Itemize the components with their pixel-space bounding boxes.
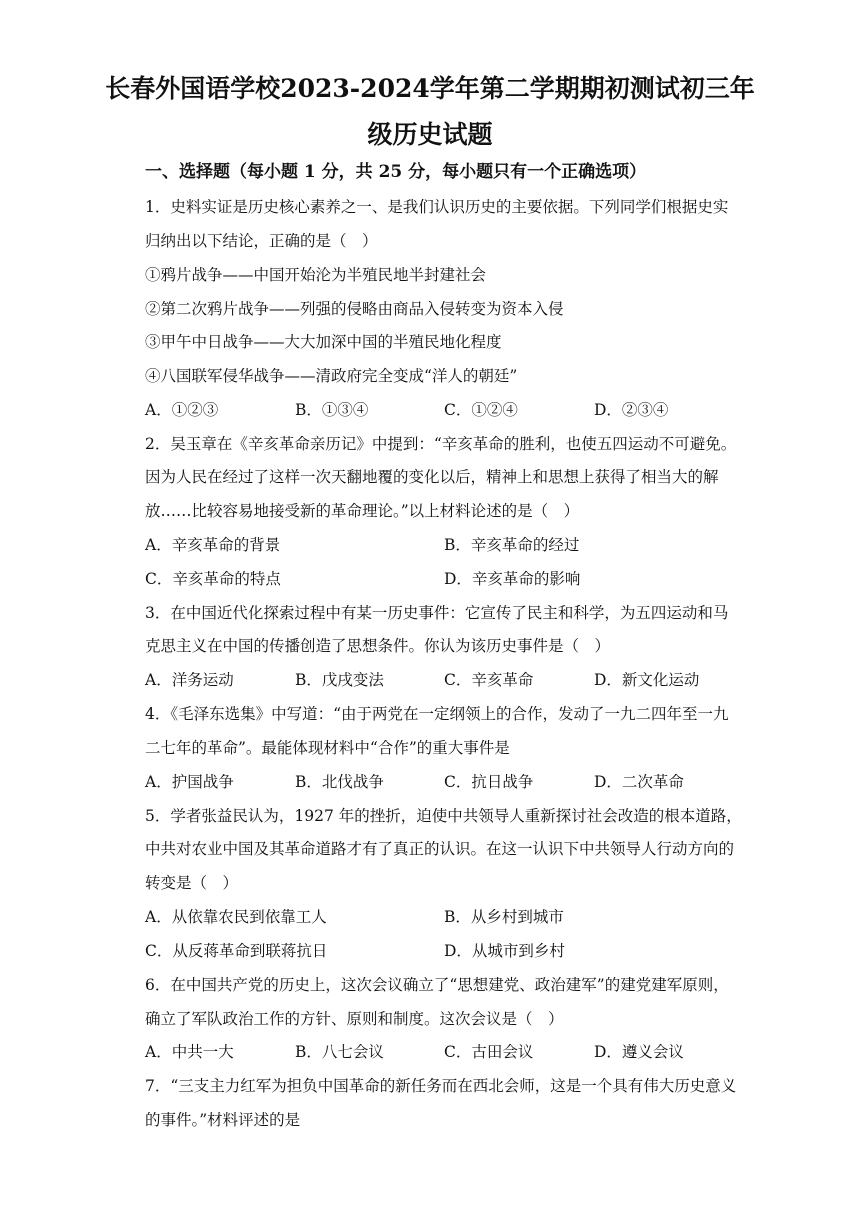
section-heading: 一、选择题（每小题 1 分，共 25 分，每小题只有一个正确选项） [145,162,647,182]
question-text-line: 二七年的革命”。最能体现材料中“合作”的重大事件是 [145,739,510,757]
option-b[interactable]: B．从乡村到城市 [444,908,564,926]
option-b[interactable]: B．八七会议 [295,1043,384,1061]
question-text-line: 确立了军队政治工作的方针、原则和制度。这次会议是（ ） [145,1010,564,1028]
question-text-line: 转变是（ ） [145,874,239,892]
question-text-line: 中共对农业中国及其革命道路才有了真正的认识。在这一认识下中共领导人行动方向的 [145,840,735,858]
option-d[interactable]: D．新文化运动 [594,671,700,689]
option-c[interactable]: C．辛亥革命 [444,671,534,689]
option-a[interactable]: A．中共一大 [145,1043,234,1061]
option-a[interactable]: A．洋务运动 [145,671,234,689]
question-text-line: 归纳出以下结论，正确的是（ ） [145,232,378,250]
question-text-line: 7．“三支主力红军为担负中国革命的新任务而在西北会师，这是一个具有伟大历史意义 [145,1077,737,1095]
question-text-line: 的事件。”材料评述的是 [145,1111,301,1129]
option-b[interactable]: B．①③④ [295,401,369,419]
option-c[interactable]: C．抗日战争 [444,773,534,791]
option-b[interactable]: B．北伐战争 [295,773,384,791]
question-text-line: 2．吴玉章在《辛亥革命亲历记》中提到：“辛亥革命的胜利，也使五四运动不可避免。 [145,435,737,453]
question-text-line: 1．史料实证是历史核心素养之一、是我们认识历史的主要依据。下列同学们根据史实 [145,198,729,216]
question-text-line: 放……比较容易地接受新的革命理论。”以上材料论述的是（ ） [145,502,580,520]
statement-1: ①鸦片战争——中国开始沦为半殖民地半封建社会 [145,266,487,284]
statement-4: ④八国联军侵华战争——清政府完全变成“洋人的朝廷” [145,367,518,385]
option-d[interactable]: D．辛亥革命的影响 [444,570,581,588]
question-text-line: 克思主义在中国的传播创造了思想条件。你认为该历史事件是（ ） [145,637,611,655]
option-c[interactable]: C．从反蒋革命到联蒋抗日 [145,942,328,960]
option-d[interactable]: D．遵义会议 [594,1043,684,1061]
option-c[interactable]: C．①②④ [444,401,518,419]
question-text-line: 4．《毛泽东选集》中写道：“由于两党在一定纲领上的合作，发动了一九二四年至一九 [145,705,729,723]
question-text-line: 5．学者张益民认为，1927 年的挫折，迫使中共领导人重新探讨社会改造的根本道路， [145,807,742,825]
question-text-line: 因为人民在经过了这样一次天翻地覆的变化以后，精神上和思想上获得了相当大的解 [145,468,719,486]
option-d[interactable]: D．二次革命 [594,773,684,791]
question-text-line: 6．在中国共产党的历史上，这次会议确立了“思想建党、政治建军”的建党建军原则， [145,976,729,994]
question-text-line: 3．在中国近代化探索过程中有某一历史事件：它宣传了民主和科学，为五四运动和马 [145,604,729,622]
statement-3: ③甲午中日战争——大大加深中国的半殖民地化程度 [145,333,502,351]
title-line-2: 级历史试题 [367,120,493,149]
option-c[interactable]: C．辛亥革命的特点 [145,570,281,588]
statement-2: ②第二次鸦片战争——列强的侵略由商品入侵转变为资本入侵 [145,300,564,318]
title-line-1: 长春外国语学校2023-2024学年第二学期期初测试初三年 [105,74,755,103]
option-b[interactable]: B．辛亥革命的经过 [444,536,580,554]
option-d[interactable]: D．②③④ [594,401,669,419]
option-a[interactable]: A．辛亥革命的背景 [145,536,281,554]
option-a[interactable]: A．从依靠农民到依靠工人 [145,908,327,926]
option-a[interactable]: A．①②③ [145,401,219,419]
option-a[interactable]: A．护国战争 [145,773,234,791]
option-b[interactable]: B．戊戌变法 [295,671,384,689]
option-d[interactable]: D．从城市到乡村 [444,942,565,960]
option-c[interactable]: C．古田会议 [444,1043,534,1061]
